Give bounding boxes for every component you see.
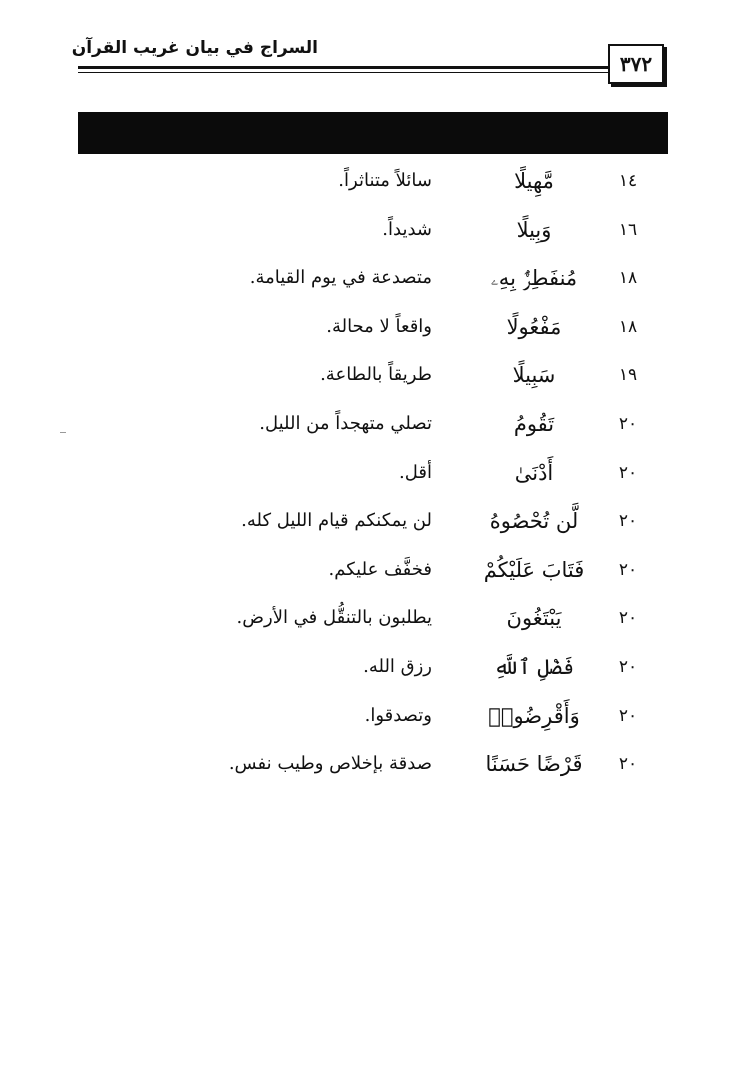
page-number: ٣٧٢ <box>608 44 664 84</box>
quran-word: لَّن تُحْصُوهُ <box>489 509 579 534</box>
verse-number: ٢٠ <box>618 608 638 629</box>
word-meaning: واقعاً لا محالة. <box>326 315 432 337</box>
word-meaning: يطلبون بالتنقُّل في الأرض. <box>236 607 432 629</box>
verse-number: ٢٠ <box>618 559 638 580</box>
quran-word: مَفْعُولًا <box>506 314 562 339</box>
quran-word: وَأَقْرِضُوا۟ <box>488 703 580 728</box>
glossary-row <box>78 157 668 206</box>
glossary-row <box>78 206 668 255</box>
table-header-band <box>78 112 668 154</box>
word-meaning: أقل. <box>399 461 432 483</box>
quran-word: تَقُومُ <box>513 411 555 436</box>
verse-number: ١٩ <box>618 365 638 386</box>
quran-word: أَدْنَىٰ <box>514 460 554 485</box>
quran-word: قَرْضًا حَسَنًا <box>485 752 583 777</box>
verse-number: ١٨ <box>618 268 638 289</box>
glossary-row <box>78 643 668 692</box>
word-meaning: شديداً. <box>382 218 432 240</box>
glossary-row <box>78 254 668 303</box>
quran-word: فَضْلِ ٱللَّهِ <box>493 654 575 679</box>
verse-number: ٢٠ <box>618 754 638 775</box>
glossary-row <box>78 449 668 498</box>
word-meaning: طريقاً بالطاعة. <box>320 364 432 386</box>
quran-word: مُنفَطِرٌۢ بِهِۦ <box>490 266 578 291</box>
glossary-table <box>78 157 668 789</box>
word-meaning: وتصدقوا. <box>364 704 432 726</box>
quran-word: وَبِيلًا <box>516 217 552 242</box>
verse-number: ٢٠ <box>618 511 638 532</box>
glossary-row <box>78 497 668 546</box>
word-meaning: فخفَّف عليكم. <box>328 558 432 580</box>
header-rule-thin <box>78 72 611 73</box>
verse-number: ٢٠ <box>618 462 638 483</box>
word-meaning: سائلاً متناثراً. <box>338 170 432 191</box>
word-meaning: متصدعة في يوم القيامة. <box>249 267 432 289</box>
glossary-row <box>78 303 668 352</box>
glossary-row <box>78 692 668 741</box>
quran-word: يَبْتَغُونَ <box>506 606 562 631</box>
glossary-row <box>78 740 668 789</box>
verse-number: ٢٠ <box>618 705 638 726</box>
word-meaning: صدقة بإخلاص وطيب نفس. <box>228 753 432 775</box>
verse-number: ٢٠ <box>618 656 638 677</box>
verse-number: ٢٠ <box>618 413 638 434</box>
verse-number: ١٤ <box>618 171 638 191</box>
word-meaning: لن يمكنكم قيام الليل كله. <box>241 510 432 532</box>
quran-word: مَّهِيلًا <box>514 169 554 193</box>
verse-number: ١٦ <box>618 219 638 240</box>
word-meaning: رزق الله. <box>363 655 432 677</box>
quran-word: سَبِيلًا <box>512 363 556 388</box>
word-meaning: تصلي متهجداً من الليل. <box>259 412 432 434</box>
header-rule-thick <box>78 66 611 69</box>
quran-word: فَتَابَ عَلَيْكُمْ <box>483 557 585 582</box>
glossary-row <box>78 546 668 595</box>
running-header-title: السراج في بيان غريب القرآن <box>71 38 318 58</box>
glossary-row <box>78 400 668 449</box>
glossary-row <box>78 351 668 400</box>
margin-mark <box>60 432 66 433</box>
glossary-row <box>78 594 668 643</box>
verse-number: ١٨ <box>618 316 638 337</box>
